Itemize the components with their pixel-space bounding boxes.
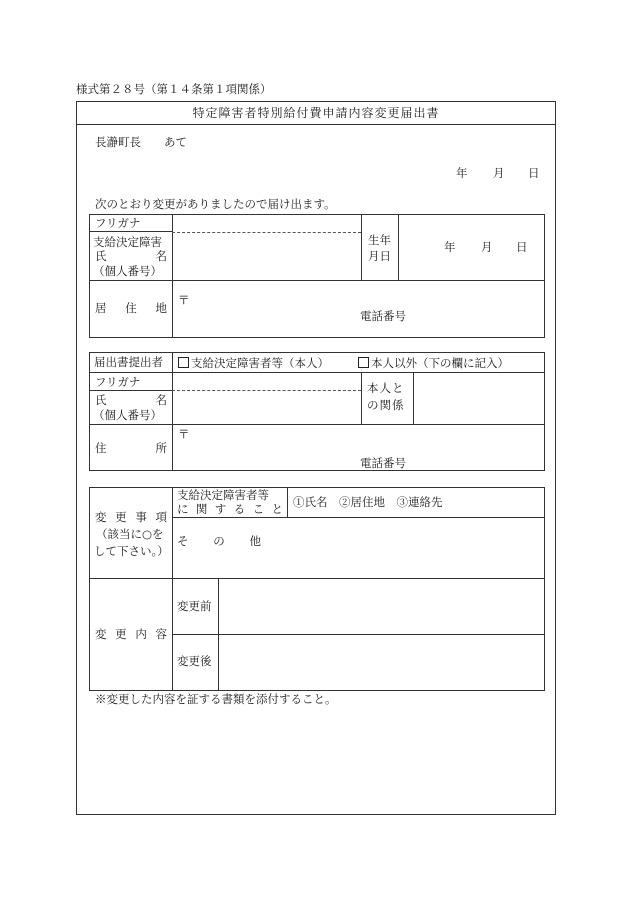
submitter-furigana-field[interactable]	[175, 375, 359, 389]
submitter-option-other[interactable]: 本人以外（下の欄に記入）	[358, 357, 509, 370]
title-divider	[76, 124, 556, 125]
applicant-recipient-label: 支給決定障害	[93, 235, 162, 249]
applicant-name-label: 氏 名	[95, 249, 167, 263]
change-before-field[interactable]	[221, 581, 542, 632]
checkbox-self[interactable]	[178, 357, 189, 368]
submitter-postal-mark: 〒	[178, 427, 190, 441]
applicant-address-label: 居 住 地	[95, 301, 167, 315]
applicant-postal-mark: 〒	[178, 293, 190, 307]
birth-day[interactable]: 日	[516, 240, 528, 254]
submitter-name-field[interactable]	[175, 393, 359, 422]
date-day[interactable]: 日	[528, 166, 540, 180]
applicant-furigana-label: フリガナ	[95, 216, 141, 230]
applicant-name-field[interactable]	[175, 236, 359, 278]
applicant-furigana-field[interactable]	[175, 216, 359, 230]
addressee: 長瀞町長	[95, 135, 141, 149]
change-after-label: 変更後	[177, 654, 212, 668]
change-items-label-line2: （該当に○を	[96, 527, 164, 541]
furigana-dashed-line	[172, 232, 361, 233]
submitter-phone-label: 電話番号	[360, 456, 406, 470]
submitter-individual-number-label: （個人番号）	[93, 408, 162, 422]
change-choices[interactable]: ①氏名 ②居住地 ③連絡先	[293, 495, 443, 509]
change-items-label-line3: して下さい。）	[94, 544, 169, 558]
change-recipient-line2: に 関 す る こ と	[177, 502, 283, 516]
applicant-phone-label: 電話番号	[360, 309, 406, 323]
change-content-label: 変 更 内 容	[95, 627, 167, 641]
applicant-individual-number-label: （個人番号）	[93, 264, 162, 278]
change-other-field[interactable]	[262, 520, 542, 575]
relation-label-line2: の関係	[367, 398, 405, 412]
change-before-label: 変更前	[177, 599, 212, 613]
date-month[interactable]: 月	[493, 166, 505, 180]
change-after-field[interactable]	[221, 637, 542, 688]
submitter-address-label: 住 所	[95, 441, 167, 455]
form-title: 特定障害者特別給付費申請内容変更届出書	[192, 106, 440, 120]
applicant-address-field[interactable]	[175, 284, 541, 334]
birth-label-line2: 月日	[368, 249, 391, 263]
change-other-label: そ の 他	[177, 534, 261, 548]
relation-label-line1: 本人と	[367, 381, 405, 395]
intro-text: 次のとおり変更がありましたので届け出ます。	[95, 197, 336, 211]
submitter-name-label: 氏 名	[95, 393, 167, 407]
change-recipient-line1: 支給決定障害者等	[177, 488, 269, 502]
addressee-suffix: あて	[164, 135, 187, 149]
footnote: ※変更した内容を証する書類を添付すること。	[95, 692, 337, 706]
birth-year[interactable]: 年	[444, 240, 456, 254]
submitter-label: 届出書提出者	[94, 355, 163, 369]
submitter-furigana-label: フリガナ	[95, 375, 141, 389]
checkbox-other[interactable]	[358, 357, 369, 368]
change-items-label-line1: 変 更 事 項	[95, 510, 167, 524]
birth-label-line1: 生年	[368, 233, 391, 247]
relation-field[interactable]	[416, 375, 542, 422]
submitter-option-self[interactable]: 支給決定障害者等（本人）	[178, 357, 329, 370]
birth-month[interactable]: 月	[481, 240, 493, 254]
date-year[interactable]: 年	[456, 166, 468, 180]
form-number-label: 様式第２８号（第１４条第１項関係）	[76, 82, 272, 96]
submitter-address-field[interactable]	[175, 427, 541, 469]
